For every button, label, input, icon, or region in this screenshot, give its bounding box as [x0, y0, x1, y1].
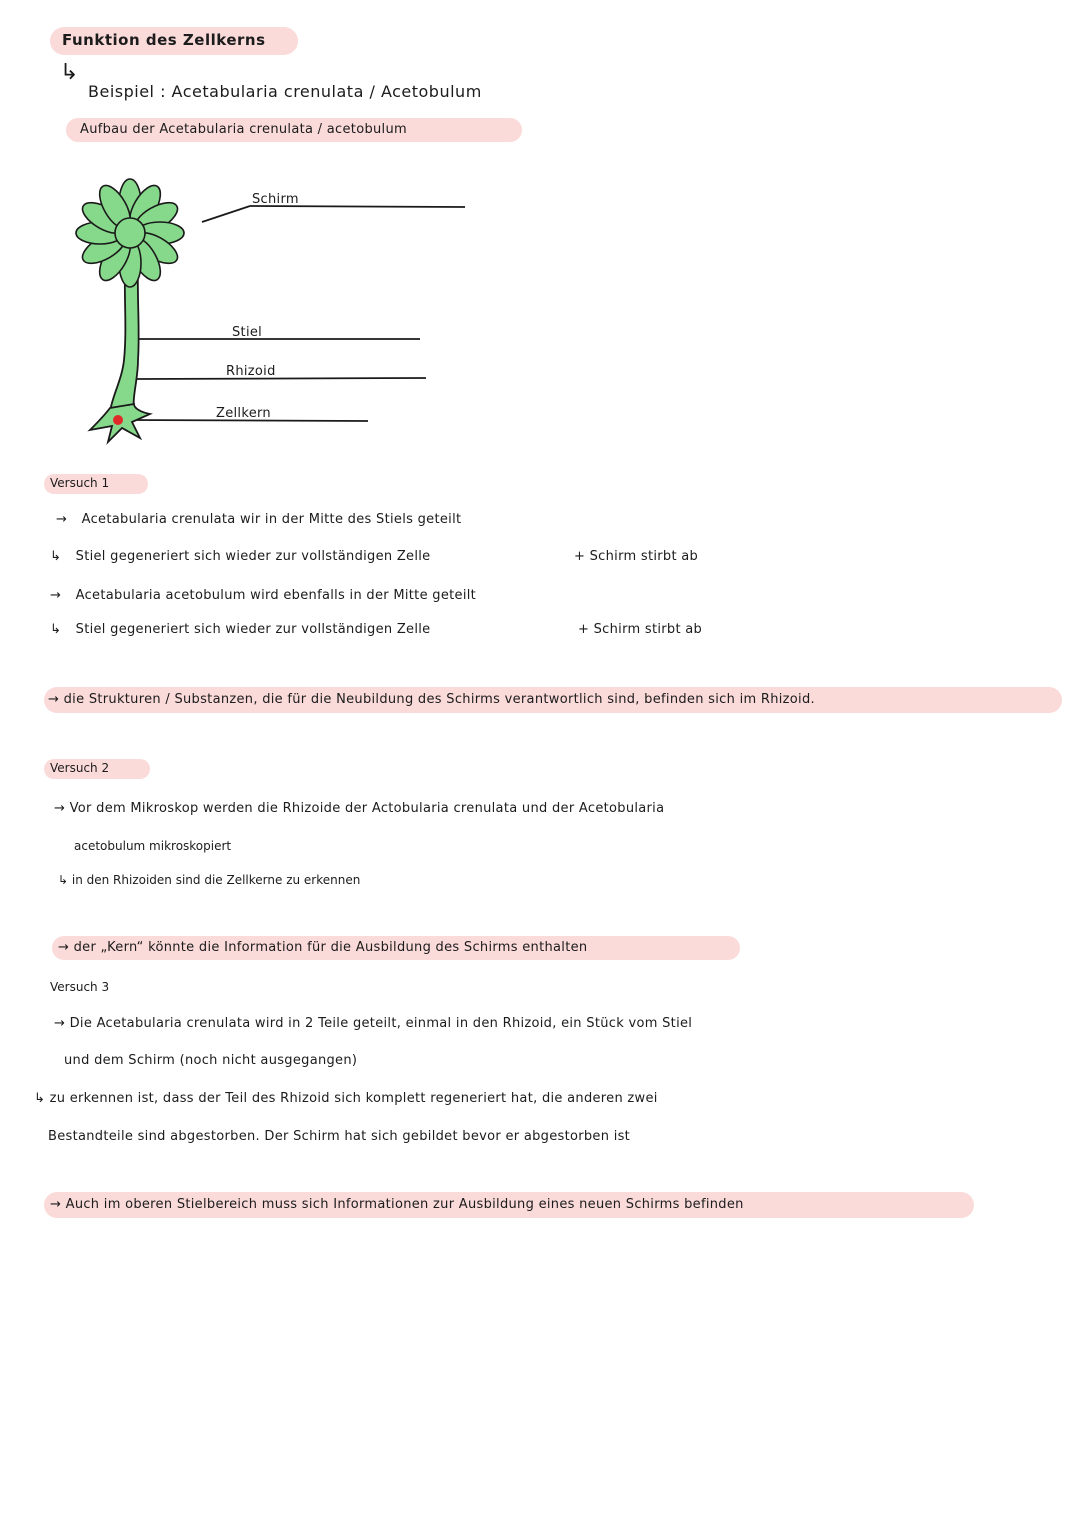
versuch1-line-extra: + Schirm stirbt ab — [574, 549, 699, 564]
rhizoid-label-line — [136, 378, 426, 379]
schirm-label-line — [202, 206, 250, 222]
versuch2-conclusion: → der „Kern“ könnte die Information für die Ausbildung des Schirms enthalten — [58, 940, 588, 955]
line-text: Stiel gegeneriert sich wieder zur vollständigen Zelle — [75, 549, 431, 564]
versuch1-heading: Versuch 1 — [50, 476, 110, 490]
versuch2-line2: acetobulum mikroskopiert — [74, 839, 232, 853]
versuch3-line1: → Die Acetabularia crenulata wird in 2 Teile geteilt, einmal in den Rhizoid, ein Stück vom Stiel — [54, 1016, 693, 1031]
label-rhizoid: Rhizoid — [226, 364, 276, 379]
schirm-shape — [76, 179, 184, 287]
line-text: Stiel gegeneriert sich wieder zur vollständigen Zelle — [75, 622, 431, 637]
example-arrow: ↳ — [60, 60, 79, 85]
versuch2-line1: → Vor dem Mikroskop werden die Rhizoide der Actobularia crenulata und der Acetobularia — [54, 801, 665, 816]
versuch3-heading: Versuch 3 — [50, 980, 110, 994]
label-schirm: Schirm — [252, 192, 299, 207]
versuch1-line — [50, 588, 476, 603]
example-line: Beispiel : Acetabularia crenulata / Acetobulum — [88, 82, 482, 101]
zellkern-dot — [113, 415, 123, 425]
versuch2-line3: ↳ in den Rhizoiden sind die Zellkerne zu erkennen — [58, 873, 361, 887]
versuch1-line-extra: + Schirm stirbt ab — [578, 622, 703, 637]
line-prefix: ↳ — [50, 549, 62, 564]
versuch3-line3: ↳ zu erkennen ist, dass der Teil des Rhizoid sich komplett regeneriert hat, die anderen zwei — [34, 1091, 658, 1106]
page-title: Funktion des Zellkerns — [62, 31, 266, 49]
versuch1-line — [56, 512, 461, 527]
line-prefix: → — [50, 588, 62, 603]
versuch1-line — [50, 549, 430, 564]
versuch3-line2: und dem Schirm (noch nicht ausgegangen) — [64, 1053, 358, 1068]
line-prefix: → — [56, 512, 68, 527]
label-stiel: Stiel — [232, 325, 263, 340]
label-zellkern: Zellkern — [216, 406, 271, 421]
line-text: Acetabularia crenulata wir in der Mitte des Stiels geteilt — [81, 512, 462, 527]
line-prefix: ↳ — [50, 622, 62, 637]
versuch2-heading: Versuch 2 — [50, 761, 110, 775]
structure-heading: Aufbau der Acetabularia crenulata / acetobulum — [80, 122, 407, 137]
versuch3-conclusion: → Auch im oberen Stielbereich muss sich Informationen zur Ausbildung eines neuen Schirms befinden — [50, 1197, 744, 1212]
versuch3-line4: Bestandteile sind abgestorben. Der Schirm hat sich gebildet bevor er abgestorben ist — [48, 1129, 631, 1144]
line-text: Acetabularia acetobulum wird ebenfalls in der Mitte geteilt — [75, 588, 477, 603]
versuch1-conclusion: → die Strukturen / Substanzen, die für die Neubildung des Schirms verantwortlich sind, befinden sich im Rhizoid. — [48, 692, 815, 707]
versuch1-line — [50, 622, 430, 637]
